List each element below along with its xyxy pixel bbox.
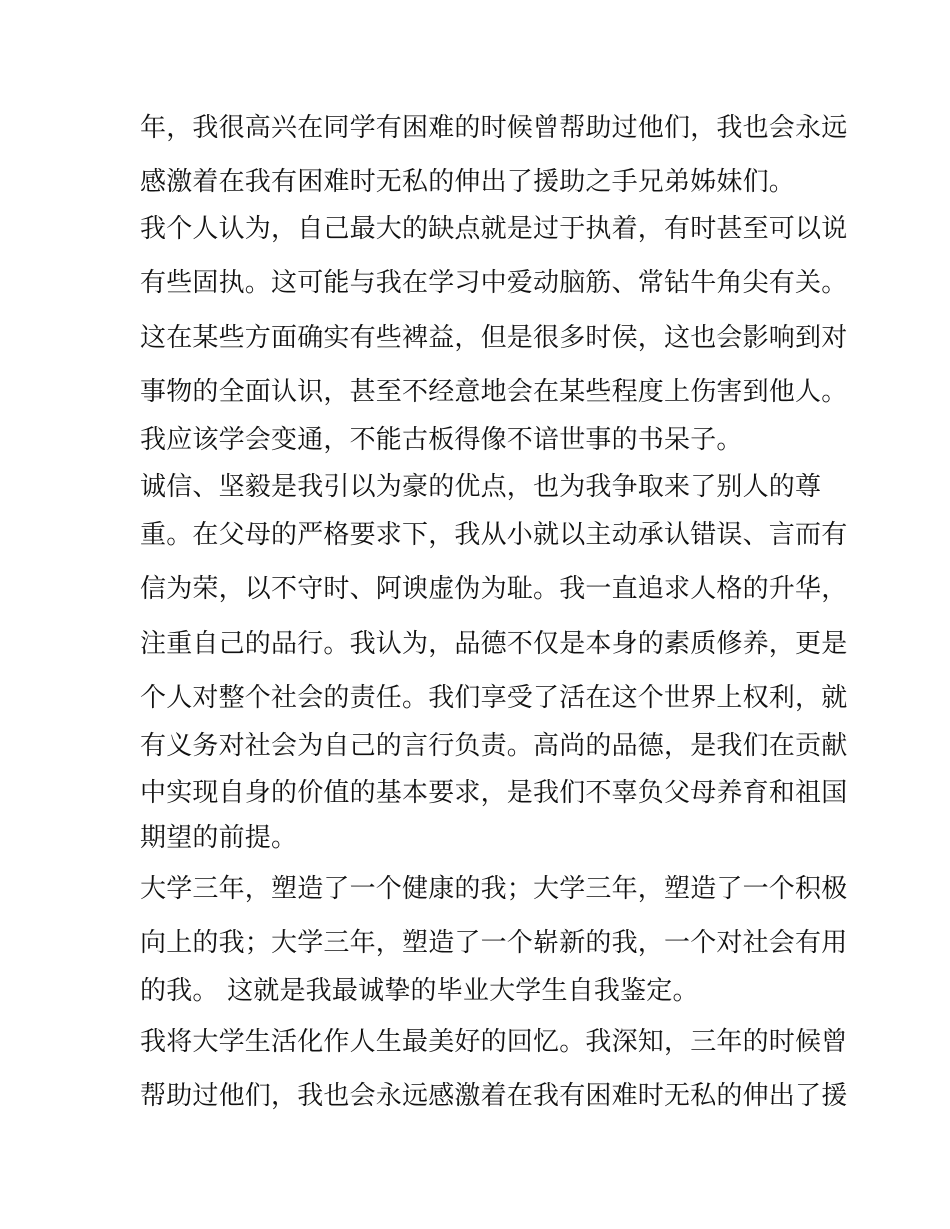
text-line: 向上的我；大学三年，塑造了一个崭新的我，一个对社会有用 bbox=[140, 928, 848, 958]
text-line: 期望的前提。 bbox=[140, 823, 298, 853]
text-line: 事物的全面认识，甚至不经意地会在某些程度上伤害到他人。 bbox=[140, 377, 848, 407]
text-line: 帮助过他们，我也会永远感激着在我有困难时无私的伸出了援 bbox=[140, 1081, 848, 1111]
text-line: 感激着在我有困难时无私的伸出了援助之手兄弟姊妹们。 bbox=[140, 167, 796, 197]
text-line: 信为荣，以不守时、阿谀虚伪为耻。我一直追求人格的升华， bbox=[140, 574, 848, 604]
text-line: 中实现自身的价值的基本要求，是我们不辜负父母养育和祖国 bbox=[140, 778, 848, 808]
text-line: 我应该学会变通，不能古板得像不谙世事的书呆子。 bbox=[140, 425, 743, 455]
text-line: 的我。 这就是我最诚挚的毕业大学生自我鉴定。 bbox=[140, 976, 699, 1006]
text-line: 诚信、坚毅是我引以为豪的优点，也为我争取来了别人的尊 bbox=[140, 472, 822, 502]
text-line: 这在某些方面确实有些裨益，但是很多时侯，这也会影响到对 bbox=[140, 323, 848, 353]
text-line: 有义务对社会为自己的言行负责。高尚的品德，是我们在贡献 bbox=[140, 731, 848, 761]
text-line: 我个人认为，自己最大的缺点就是过于执着，有时甚至可以说 bbox=[140, 214, 848, 244]
text-line: 年，我很高兴在同学有困难的时候曾帮助过他们，我也会永远 bbox=[140, 113, 848, 143]
text-line: 重。在父母的严格要求下，我从小就以主动承认错误、言而有 bbox=[140, 520, 848, 550]
text-line: 大学三年，塑造了一个健康的我；大学三年，塑造了一个积极 bbox=[140, 874, 848, 904]
text-line: 注重自己的品行。我认为，品德不仅是本身的素质修养，更是 bbox=[140, 629, 848, 659]
text-line: 有些固执。这可能与我在学习中爱动脑筋、常钻牛角尖有关。 bbox=[140, 268, 848, 298]
text-line: 我将大学生活化作人生最美好的回忆。我深知，三年的时候曾 bbox=[140, 1027, 848, 1057]
text-line: 个人对整个社会的责任。我们享受了活在这个世界上权利，就 bbox=[140, 683, 848, 713]
